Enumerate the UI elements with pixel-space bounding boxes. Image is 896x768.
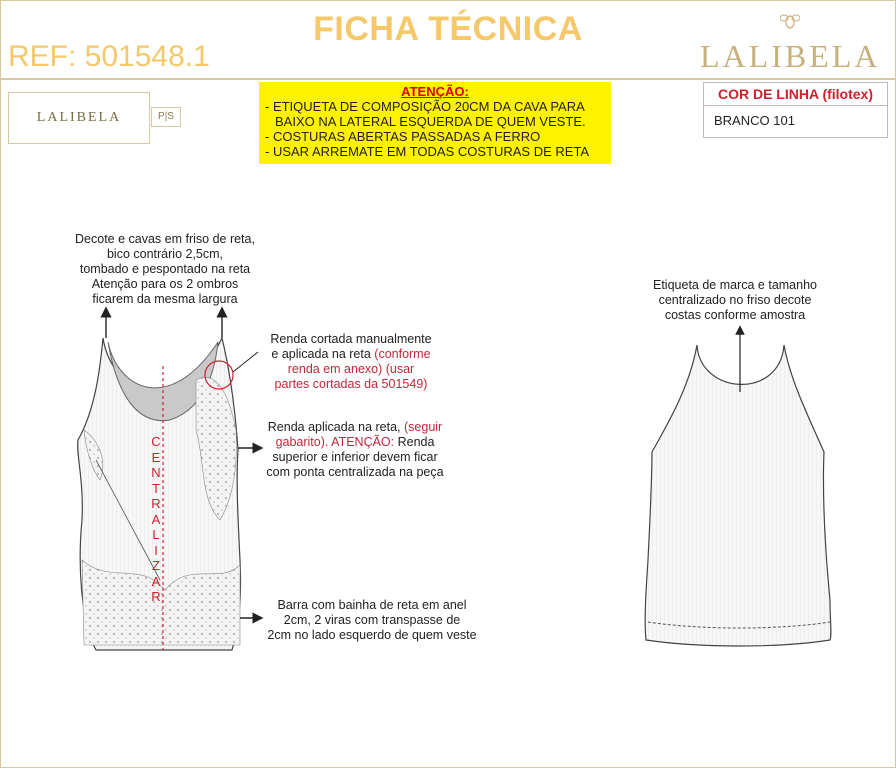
front-garment-drawing bbox=[78, 312, 258, 650]
note-line: costas conforme amostra bbox=[664, 308, 806, 322]
note-red-text: (conforme bbox=[374, 347, 431, 361]
center-mark-letter: Z bbox=[152, 558, 160, 573]
note-line: Renda cortada manualmente bbox=[270, 332, 432, 346]
note-line: ficarem da mesma largura bbox=[92, 292, 238, 306]
note-line: Decote e cavas em friso de reta, bbox=[75, 232, 255, 246]
center-mark-letter: R bbox=[151, 589, 161, 604]
center-mark-letter: R bbox=[151, 496, 161, 511]
center-mark-letter: A bbox=[151, 511, 161, 527]
note-line: 2cm no lado esquerdo de quem veste bbox=[267, 628, 477, 642]
hem-note bbox=[254, 598, 490, 643]
lace-applied-note bbox=[255, 420, 455, 480]
thread-color-value: BRANCO 101 bbox=[714, 113, 795, 128]
reference-code: REF: 501548.1 bbox=[8, 40, 210, 73]
center-mark-letter: T bbox=[152, 480, 160, 496]
note-line: 2cm, 2 viras com transpasse de bbox=[283, 613, 461, 627]
note-red-text: (seguir bbox=[404, 420, 443, 434]
page-title: FICHA TÉCNICA bbox=[313, 10, 583, 48]
attention-line: - COSTURAS ABERTAS PASSADAS A FERRO bbox=[265, 129, 541, 144]
center-mark-letter: C bbox=[151, 434, 161, 449]
note-text: Renda bbox=[394, 435, 435, 449]
note-line: Atenção para os 2 ombros bbox=[91, 277, 239, 291]
note-text: Renda aplicada na reta, bbox=[267, 420, 404, 434]
back-garment-drawing bbox=[645, 330, 831, 646]
center-mark-letter: E bbox=[151, 449, 161, 465]
neckline-note bbox=[60, 232, 270, 307]
thread-title-text: COR DE LINHA bbox=[717, 86, 819, 102]
note-red-line: partes cortadas da 501549) bbox=[274, 377, 428, 391]
lace-cut-note bbox=[258, 332, 444, 392]
note-line bbox=[258, 347, 444, 362]
attention-heading: ATENÇÃO: bbox=[401, 84, 469, 99]
note-line: centralizado no friso decote bbox=[658, 293, 812, 307]
center-mark-letter: L bbox=[152, 527, 160, 542]
note-line: bico contrário 2,5cm, bbox=[106, 247, 224, 261]
note-line: tombado e pespontado na reta bbox=[79, 262, 251, 276]
note-line: com ponta centralizada na peça bbox=[266, 465, 444, 479]
center-mark-letter: I bbox=[154, 542, 158, 558]
note-line: Etiqueta de marca e tamanho bbox=[653, 278, 817, 292]
attention-line: BAIXO NA LATERAL ESQUERDA DE QUEM VESTE. bbox=[275, 114, 586, 129]
note-line: superior e inferior devem ficar bbox=[272, 450, 438, 464]
back-garment-body bbox=[645, 345, 831, 646]
back-label-note bbox=[640, 278, 830, 323]
note-line: Barra com bainha de reta em anel bbox=[277, 598, 467, 612]
note-red-line: renda em anexo) (usar bbox=[287, 362, 415, 376]
brand-label-text: LALIBELA bbox=[36, 110, 122, 125]
note-red-text: gabarito). ATENÇÃO: bbox=[275, 435, 395, 449]
brand-logo: LALIBELA bbox=[700, 38, 881, 74]
detail-leader bbox=[233, 352, 258, 372]
note-line bbox=[255, 435, 455, 450]
center-mark-text bbox=[149, 434, 163, 605]
note-line bbox=[255, 420, 455, 435]
note-text: e aplicada na reta bbox=[271, 347, 375, 361]
center-mark-letter: A bbox=[151, 573, 161, 589]
ps-tag: P|S bbox=[151, 107, 181, 127]
center-mark-letter: N bbox=[151, 465, 161, 480]
attention-line: - USAR ARREMATE EM TODAS COSTURAS DE RETA bbox=[265, 144, 590, 159]
attention-line: - ETIQUETA DE COMPOSIÇÃO 20CM DA CAVA PARA bbox=[265, 99, 585, 114]
thread-title-suffix: (filotex) bbox=[822, 86, 874, 102]
